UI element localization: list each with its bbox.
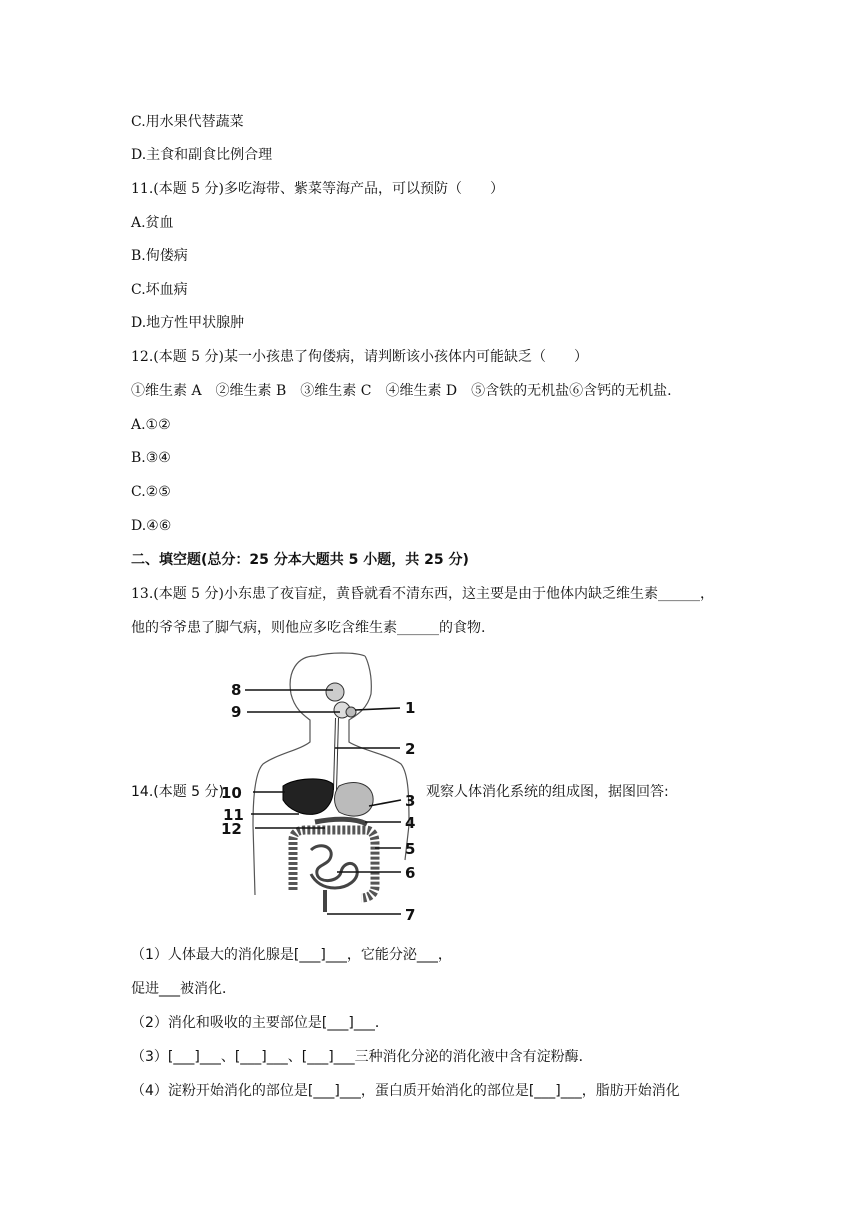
label-9: 9 <box>231 703 242 721</box>
option-b-q11: B.佝偻病 <box>131 248 188 264</box>
liver-shape <box>283 779 333 814</box>
question-12: 12.(本题 5 分)某一小孩患了佝偻病，请判断该小孩体内可能缺乏（ ） <box>131 349 588 365</box>
label-8: 8 <box>231 681 242 699</box>
pancreas-shape <box>315 819 367 824</box>
question-14-prompt: 观察人体消化系统的组成图，据图回答: <box>426 784 669 800</box>
digestive-system-figure <box>215 650 425 920</box>
option-a-q11: A.贫血 <box>131 215 174 231</box>
label-6: 6 <box>405 864 416 882</box>
stomach-shape <box>335 783 374 817</box>
option-d-q10: D.主食和副食比例合理 <box>131 147 273 163</box>
option-d-q12: D.④⑥ <box>131 518 172 534</box>
label-10: 10 <box>221 784 242 802</box>
sub-question-4: （4）淀粉开始消化的部位是[___]___，蛋白质开始消化的部位是[___]___，脂肪开始消化 <box>131 1083 680 1099</box>
question-11: 11.(本题 5 分)多吃海带、紫菜等海产品，可以预防（ ） <box>131 181 504 197</box>
label-1: 1 <box>405 699 416 717</box>
option-d-q11: D.地方性甲状腺肿 <box>131 315 245 331</box>
label-2: 2 <box>405 740 416 758</box>
question-13-line2: 他的爷爷患了脚气病，则他应多吃含维生素______的食物. <box>131 620 486 636</box>
sub-question-2: （2）消化和吸收的主要部位是[___]___． <box>131 1015 389 1031</box>
section-heading: 二、填空题(总分：25 分本大题共 5 小题，共 25 分) <box>131 552 469 568</box>
sub-question-3: （3）[___]___、[___]___、[___]___三种消化分泌的消化液中含有淀粉酶． <box>131 1049 593 1065</box>
digestive-system-diagram <box>215 650 425 920</box>
small-intestine-shape <box>311 846 357 888</box>
label-7: 7 <box>405 906 416 920</box>
label-4: 4 <box>405 814 416 832</box>
sub-question-1-line2: 促进___被消化． <box>131 981 236 997</box>
sub-question-1-line1: （1）人体最大的消化腺是[___]___，它能分泌___， <box>131 947 452 963</box>
label-12: 12 <box>221 820 242 838</box>
salivary-gland-shape <box>326 683 344 701</box>
label-3: 3 <box>405 792 416 810</box>
option-c-q10: C.用水果代替蔬菜 <box>131 114 244 130</box>
question-12-choices: ①维生素 A ②维生素 B ③维生素 C ④维生素 D ⑤含铁的无机盐⑥含钙的无机盐. <box>131 383 672 399</box>
label-11: 11 <box>223 806 244 824</box>
option-a-q12: A.①② <box>131 417 171 433</box>
question-13-line1: 13.(本题 5 分)小东患了夜盲症，黄昏就看不清东西，这主要是由于他体内缺乏维生素______， <box>131 586 714 602</box>
question-14-stem: 14.(本题 5 分) <box>131 784 224 800</box>
option-b-q12: B.③④ <box>131 450 171 466</box>
option-c-q11: C.坏血病 <box>131 282 188 298</box>
option-c-q12: C.②⑤ <box>131 484 171 500</box>
label-5: 5 <box>405 840 416 858</box>
